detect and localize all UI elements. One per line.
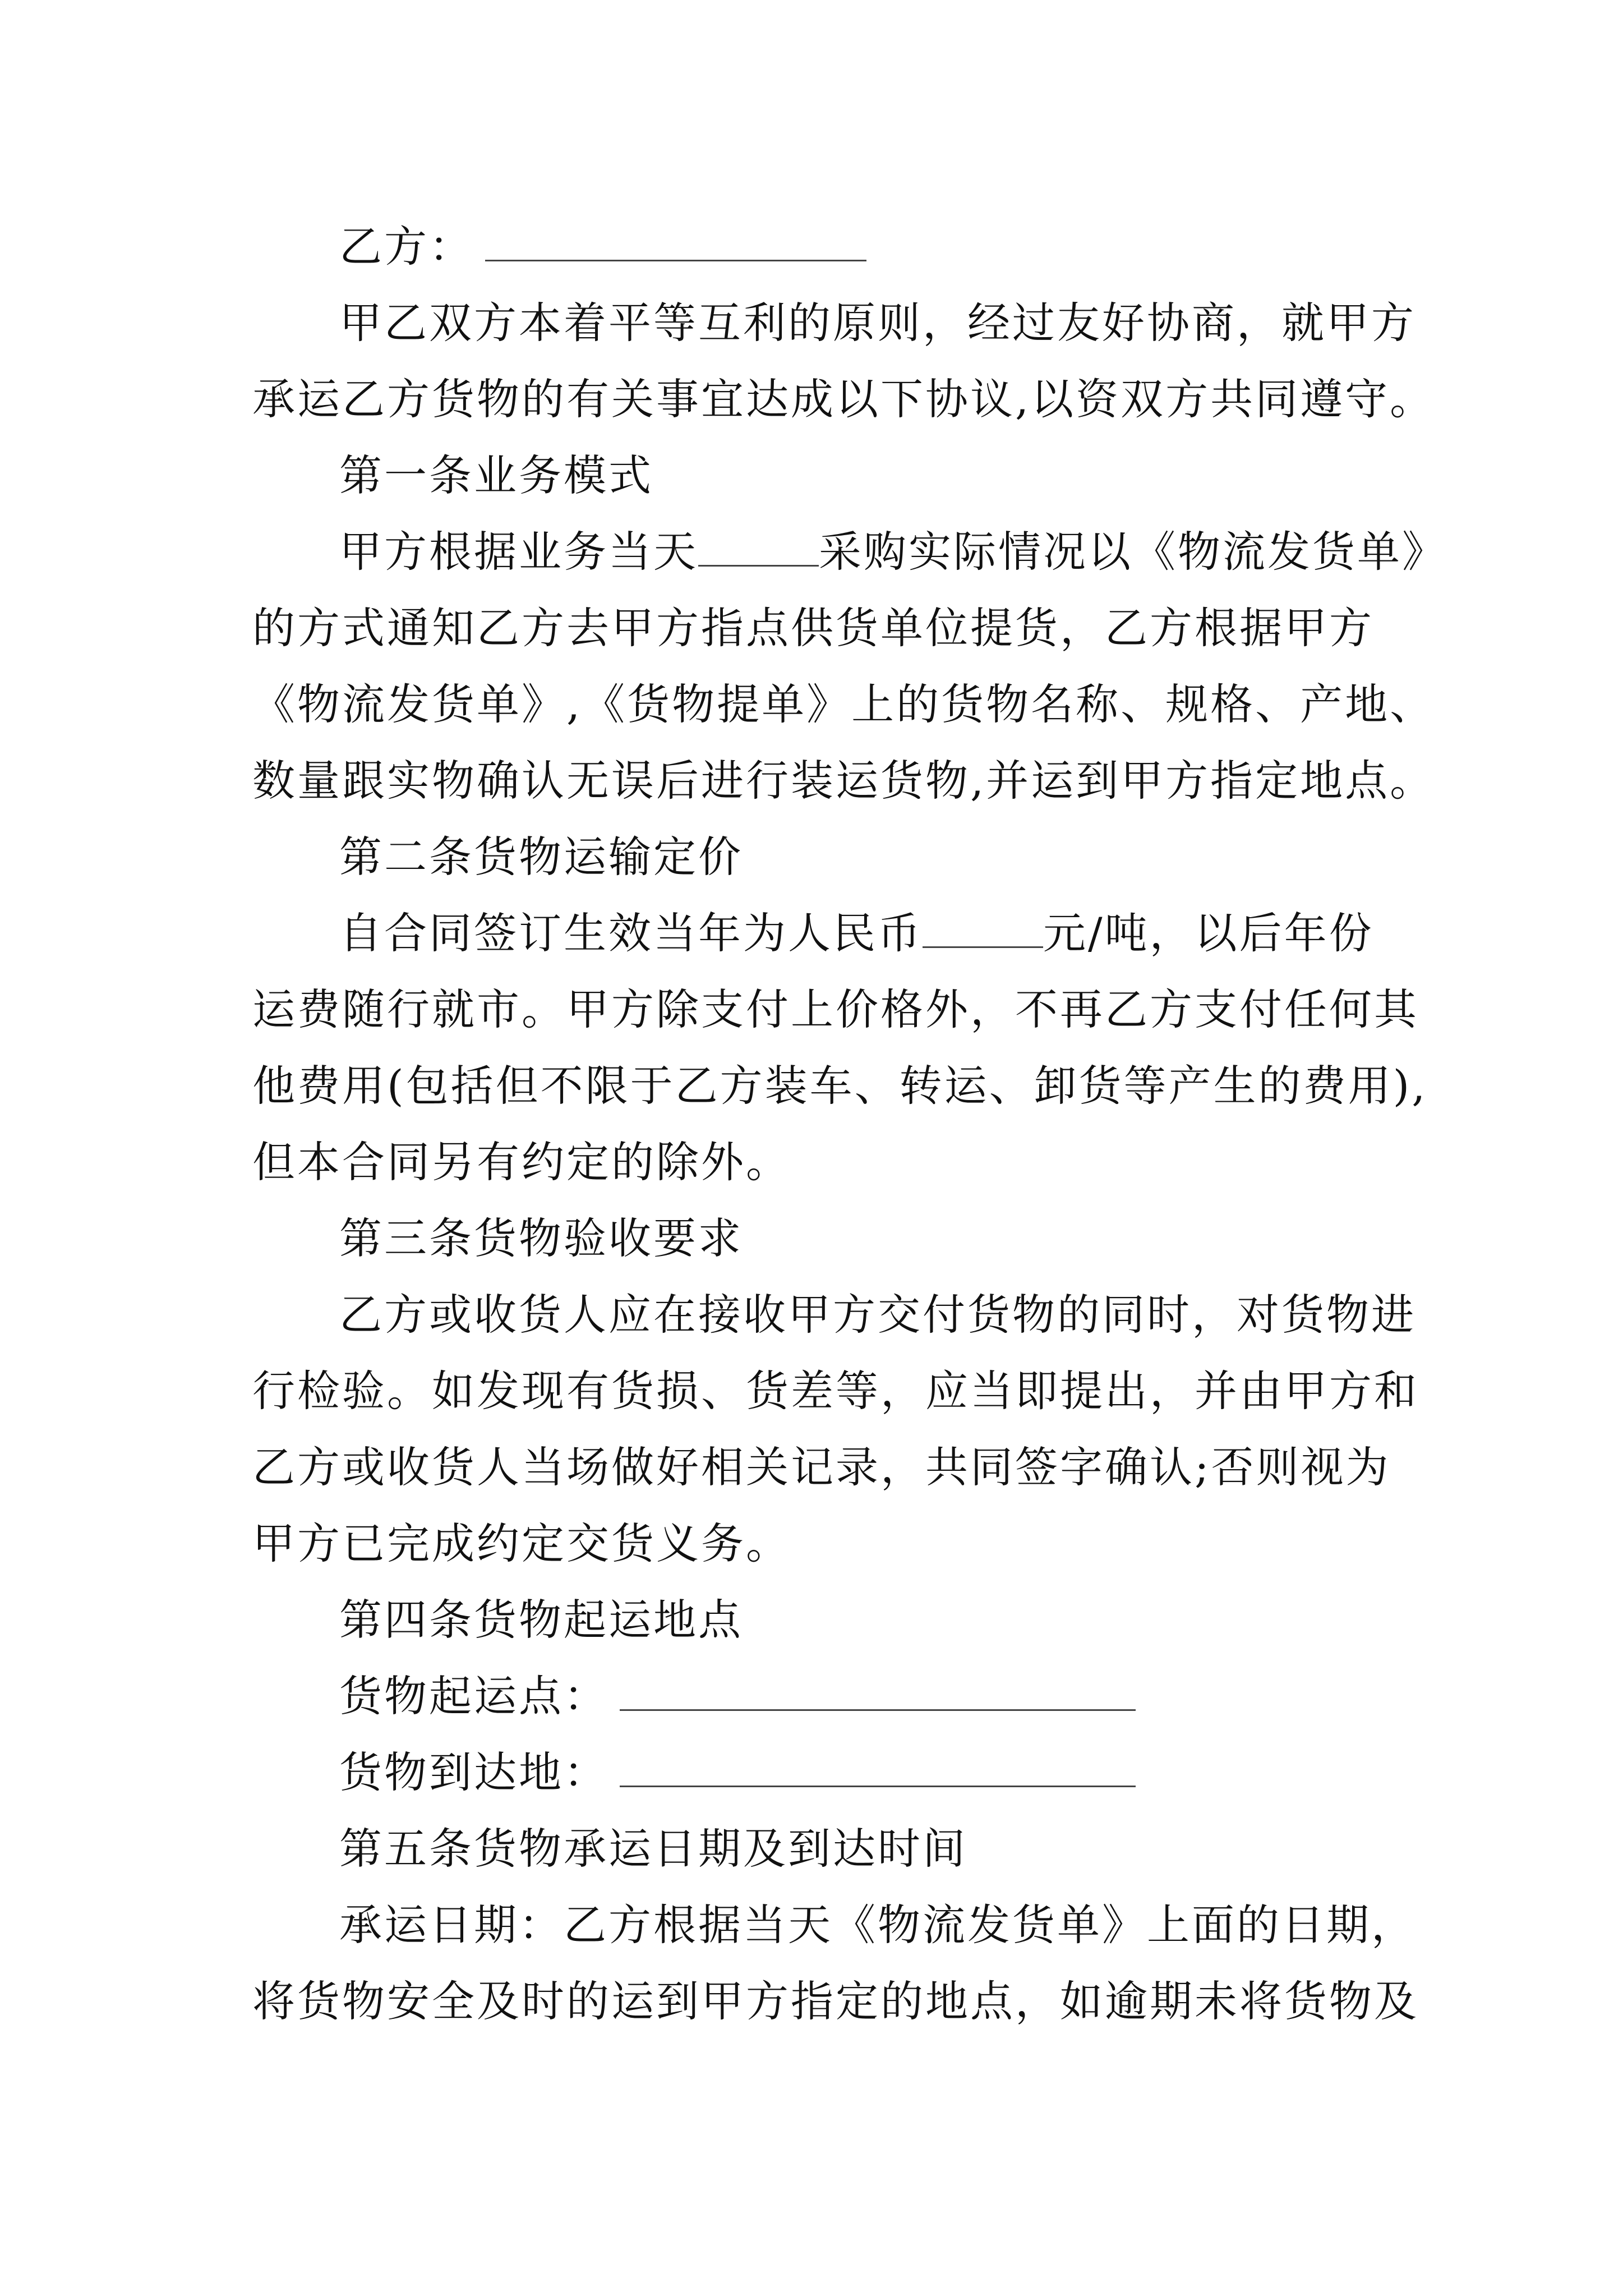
party-b-blank[interactable] bbox=[485, 224, 866, 261]
article-1-line-1-b: 采购实际情况以《物流发货单》 bbox=[819, 527, 1447, 577]
article-5-line-2: 将货物安全及时的运到甲方指定的地点，如逾期未将货物及 bbox=[252, 1976, 1419, 2026]
contract-body bbox=[252, 209, 1447, 2040]
article-2-title: 第二条货物运输定价 bbox=[339, 832, 743, 882]
origin-label: 货物起运点： bbox=[339, 1671, 608, 1721]
intro-line-2: 承运乙方货物的有关事宜达成以下协议,以资双方共同遵守。 bbox=[252, 374, 1435, 424]
origin-blank[interactable] bbox=[620, 1673, 1136, 1711]
article-1-line-1 bbox=[252, 514, 1447, 590]
goods-blank[interactable] bbox=[698, 529, 819, 567]
article-3-title: 第三条货物验收要求 bbox=[339, 1213, 743, 1263]
price-blank[interactable] bbox=[923, 910, 1043, 948]
destination-label: 货物到达地： bbox=[339, 1747, 608, 1797]
party-b-line bbox=[252, 209, 1402, 285]
article-3-line-1: 乙方或收货人应在接收甲方交付货物的同时，对货物进 bbox=[339, 1290, 1416, 1340]
article-4-title: 第四条货物起运地点 bbox=[339, 1595, 743, 1645]
party-b-label: 乙方： bbox=[339, 222, 474, 272]
article-3-line-2: 行检验。如发现有货损、货差等，应当即提出，并由甲方和 bbox=[252, 1366, 1419, 1416]
article-2-line-2: 运费随行就市。甲方除支付上价格外，不再乙方支付任何其 bbox=[252, 984, 1419, 1034]
article-1-line-1-a: 甲方根据业务当天 bbox=[339, 527, 698, 577]
article-2-line-1-b: 元/吨，以后年份 bbox=[1043, 908, 1374, 958]
article-5-line-1: 承运日期：乙方根据当天《物流发货单》上面的日期， bbox=[339, 1900, 1416, 1950]
article-2-line-4: 但本合同另有约定的除外。 bbox=[252, 1137, 791, 1187]
article-3-line-4: 甲方已完成约定交货义务。 bbox=[252, 1519, 791, 1568]
article-1-line-2: 的方式通知乙方去甲方指点供货单位提货，乙方根据甲方 bbox=[252, 603, 1374, 653]
intro-line-1: 甲乙双方本着平等互利的原则，经过友好协商，就甲方 bbox=[339, 298, 1416, 348]
article-2-line-1-a: 自合同签订生效当年为人民币 bbox=[339, 908, 923, 958]
article-5-title: 第五条货物承运日期及到达时间 bbox=[339, 1824, 967, 1874]
destination-blank[interactable] bbox=[620, 1750, 1136, 1787]
article-3-line-3: 乙方或收货人当场做好相关记录，共同签字确认;否则视为 bbox=[252, 1442, 1391, 1492]
article-1-line-3: 《物流发货单》,《货物提单》上的货物名称、规格、产地、 bbox=[252, 679, 1435, 729]
origin-line bbox=[252, 1658, 1402, 1734]
article-2-line-3: 他费用(包括但不限于乙方装车、转运、卸货等产生的费用), bbox=[252, 1061, 1428, 1111]
article-1-title: 第一条业务模式 bbox=[339, 450, 653, 500]
article-2-line-1 bbox=[252, 895, 1402, 972]
destination-line bbox=[252, 1734, 1402, 1811]
article-1-line-4: 数量跟实物确认无误后进行装运货物,并运到甲方指定地点。 bbox=[252, 756, 1435, 806]
